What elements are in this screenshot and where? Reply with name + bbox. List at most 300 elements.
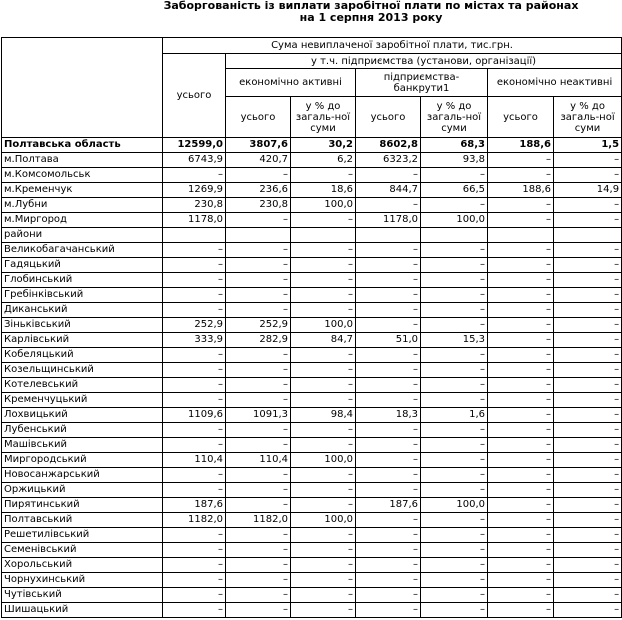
title-line-1: Заборгованість із виплати заробітної плати по містах та районах	[163, 0, 579, 12]
cell-value: –	[554, 258, 622, 273]
cell-value: –	[291, 423, 356, 438]
cell-value: –	[163, 603, 226, 618]
cell-value: –	[421, 573, 488, 588]
cell-value: –	[488, 408, 554, 423]
cell-value: 100,0	[421, 213, 488, 228]
row-name: Лубенський	[2, 423, 163, 438]
cell-value: –	[554, 213, 622, 228]
cell-value: –	[291, 213, 356, 228]
row-name: Гадяцький	[2, 258, 163, 273]
cell-value: –	[356, 273, 421, 288]
row-name: Глобинський	[2, 273, 163, 288]
cell-value: 8602,8	[356, 138, 421, 153]
cell-value: –	[488, 588, 554, 603]
cell-value: 420,7	[226, 153, 291, 168]
cell-value: –	[488, 153, 554, 168]
cell-value: 1182,0	[226, 513, 291, 528]
header-including: у т.ч. підприємства (установи, організації)	[226, 54, 622, 69]
cell-value: 100,0	[291, 453, 356, 468]
row-name: Лохвицький	[2, 408, 163, 423]
cell-value: –	[226, 288, 291, 303]
cell-value: –	[291, 273, 356, 288]
cell-value: –	[488, 573, 554, 588]
row-name: Пирятинський	[2, 498, 163, 513]
cell-value: 282,9	[226, 333, 291, 348]
header-active-pct: у % до загаль-ної суми	[291, 97, 356, 138]
cell-value: –	[421, 393, 488, 408]
row-name: Миргородський	[2, 453, 163, 468]
cell-value: –	[226, 573, 291, 588]
cell-value: –	[421, 558, 488, 573]
row-name: Семенівський	[2, 543, 163, 558]
cell-value: –	[226, 243, 291, 258]
cell-value: –	[226, 213, 291, 228]
cell-value: 1269,9	[163, 183, 226, 198]
cell-value: –	[226, 273, 291, 288]
table-row	[2, 513, 622, 528]
cell-value: –	[291, 498, 356, 513]
header-inactive: економічно неактивні	[488, 69, 622, 97]
cell-value: –	[356, 168, 421, 183]
cell-value: –	[488, 198, 554, 213]
cell-value: –	[488, 258, 554, 273]
header-inactive-pct: у % до загаль-ної суми	[554, 97, 622, 138]
table-row	[2, 168, 622, 183]
cell-value: –	[163, 363, 226, 378]
cell-value: –	[554, 573, 622, 588]
table-row	[2, 558, 622, 573]
cell-value: 230,8	[163, 198, 226, 213]
row-name: Чорнухинський	[2, 573, 163, 588]
cell-value: –	[488, 603, 554, 618]
cell-value: –	[421, 168, 488, 183]
cell-value: 100,0	[291, 318, 356, 333]
cell-value: 187,6	[356, 498, 421, 513]
header-main: Сума невиплаченої заробітної плати, тис.грн.	[163, 38, 622, 54]
cell-value: –	[488, 303, 554, 318]
header-active: економічно активні	[226, 69, 356, 97]
row-name: Полтавський	[2, 513, 163, 528]
cell-value: –	[356, 348, 421, 363]
page-title	[0, 0, 622, 24]
cell-value: –	[421, 303, 488, 318]
cell-value: –	[291, 528, 356, 543]
cell-value: –	[421, 483, 488, 498]
cell-value: –	[488, 378, 554, 393]
row-name: м.Миргород	[2, 213, 163, 228]
row-name: м.Комсомольськ	[2, 168, 163, 183]
cell-value: –	[291, 573, 356, 588]
cell-value: 844,7	[356, 183, 421, 198]
cell-value: –	[421, 273, 488, 288]
cell-value: –	[291, 303, 356, 318]
cell-value: –	[488, 318, 554, 333]
cell-value: –	[163, 258, 226, 273]
table-row	[2, 408, 622, 423]
cell-value: 1,5	[554, 138, 622, 153]
row-name: Оржицький	[2, 483, 163, 498]
cell-value: –	[356, 378, 421, 393]
cell-value: 12599,0	[163, 138, 226, 153]
cell-value: –	[226, 483, 291, 498]
cell-value: 14,9	[554, 183, 622, 198]
table-row	[2, 453, 622, 468]
cell-value: –	[488, 528, 554, 543]
cell-value: –	[554, 513, 622, 528]
cell-value: –	[226, 543, 291, 558]
cell-value: –	[291, 558, 356, 573]
cell-value: 30,2	[291, 138, 356, 153]
cell-value: 252,9	[163, 318, 226, 333]
cell-value: –	[226, 303, 291, 318]
cell-value: –	[488, 168, 554, 183]
table-row	[2, 243, 622, 258]
cell-value: –	[554, 168, 622, 183]
cell-value: –	[488, 348, 554, 363]
table-row	[2, 393, 622, 408]
table-row	[2, 213, 622, 228]
cell-value: –	[291, 543, 356, 558]
cell-value: –	[554, 498, 622, 513]
cell-value: –	[356, 363, 421, 378]
cell-value: 15,3	[421, 333, 488, 348]
cell-value: –	[356, 528, 421, 543]
cell-value: –	[421, 528, 488, 543]
cell-value: –	[356, 438, 421, 453]
cell-value: –	[291, 603, 356, 618]
cell-value: –	[163, 243, 226, 258]
cell-value: –	[554, 303, 622, 318]
table-row	[2, 603, 622, 618]
cell-value: –	[421, 543, 488, 558]
cell-value: –	[421, 363, 488, 378]
row-name: Шишацький	[2, 603, 163, 618]
cell-value: 252,9	[226, 318, 291, 333]
cell-value: 110,4	[226, 453, 291, 468]
cell-value: –	[291, 288, 356, 303]
cell-value: –	[291, 438, 356, 453]
cell-value: –	[554, 483, 622, 498]
table-row	[2, 318, 622, 333]
cell-value: 98,4	[291, 408, 356, 423]
table-row	[2, 258, 622, 273]
table-row	[2, 153, 622, 168]
cell-value: 1109,6	[163, 408, 226, 423]
cell-value: –	[554, 153, 622, 168]
cell-value: –	[554, 408, 622, 423]
cell-value: –	[163, 588, 226, 603]
cell-value: –	[226, 588, 291, 603]
cell-value: –	[488, 333, 554, 348]
table-row	[2, 378, 622, 393]
cell-value: –	[163, 273, 226, 288]
table-row	[2, 303, 622, 318]
cell-value: 6323,2	[356, 153, 421, 168]
table-row	[2, 273, 622, 288]
cell-value: 188,6	[488, 183, 554, 198]
header-active-total: усього	[226, 97, 291, 138]
cell-value: 100,0	[421, 498, 488, 513]
table-row	[2, 498, 622, 513]
cell-value: –	[488, 423, 554, 438]
cell-value: –	[554, 543, 622, 558]
table-row	[2, 468, 622, 483]
table-row	[2, 363, 622, 378]
title-line-2: на 1 серпня 2013 року	[299, 11, 443, 24]
cell-value: –	[488, 273, 554, 288]
cell-value: –	[356, 318, 421, 333]
cell-value: –	[421, 588, 488, 603]
cell-value: –	[356, 588, 421, 603]
cell-value: –	[554, 318, 622, 333]
cell-value: –	[554, 363, 622, 378]
cell-value: –	[226, 498, 291, 513]
cell-value: –	[356, 573, 421, 588]
row-name: м.Лубни	[2, 198, 163, 213]
cell-value: –	[421, 468, 488, 483]
cell-value: –	[163, 438, 226, 453]
row-name: Полтавська область	[2, 138, 163, 153]
cell-value: –	[291, 243, 356, 258]
table-row	[2, 423, 622, 438]
cell-value: 1178,0	[163, 213, 226, 228]
cell-value: –	[488, 468, 554, 483]
cell-value	[421, 228, 488, 243]
row-name: Хорольський	[2, 558, 163, 573]
cell-value: –	[554, 453, 622, 468]
cell-value: 66,5	[421, 183, 488, 198]
table-row	[2, 483, 622, 498]
row-name: м.Кременчук	[2, 183, 163, 198]
cell-value: –	[356, 603, 421, 618]
cell-value: –	[488, 513, 554, 528]
header-inactive-total: усього	[488, 97, 554, 138]
cell-value: –	[488, 438, 554, 453]
cell-value: –	[488, 453, 554, 468]
row-name: Кременчуцький	[2, 393, 163, 408]
cell-value: 230,8	[226, 198, 291, 213]
cell-value: –	[356, 558, 421, 573]
cell-value: –	[163, 168, 226, 183]
cell-value: –	[488, 288, 554, 303]
cell-value: 84,7	[291, 333, 356, 348]
cell-value: 18,6	[291, 183, 356, 198]
cell-value: –	[226, 438, 291, 453]
cell-value: –	[554, 588, 622, 603]
cell-value: –	[291, 168, 356, 183]
cell-value: –	[554, 243, 622, 258]
cell-value: 1178,0	[356, 213, 421, 228]
cell-value: –	[356, 258, 421, 273]
cell-value: –	[554, 198, 622, 213]
row-name: райони	[2, 228, 163, 243]
cell-value: –	[291, 393, 356, 408]
cell-value: –	[163, 528, 226, 543]
cell-value: –	[356, 243, 421, 258]
cell-value: 236,6	[226, 183, 291, 198]
cell-value: –	[554, 288, 622, 303]
cell-value	[163, 228, 226, 243]
cell-value: –	[554, 393, 622, 408]
cell-value: –	[356, 198, 421, 213]
cell-value: –	[554, 468, 622, 483]
cell-value: –	[356, 393, 421, 408]
table-row	[2, 333, 622, 348]
table-row	[2, 198, 622, 213]
cell-value: –	[554, 558, 622, 573]
table-row	[2, 438, 622, 453]
cell-value: –	[488, 363, 554, 378]
cell-value: –	[356, 543, 421, 558]
cell-value	[226, 228, 291, 243]
table-row	[2, 588, 622, 603]
cell-value: –	[488, 213, 554, 228]
cell-value: –	[356, 303, 421, 318]
cell-value: 187,6	[163, 498, 226, 513]
header-bankrupt-pct: у % до загаль-ної суми	[421, 97, 488, 138]
cell-value: –	[291, 588, 356, 603]
cell-value: –	[226, 378, 291, 393]
cell-value: –	[291, 363, 356, 378]
table-row	[2, 138, 622, 153]
cell-value	[291, 228, 356, 243]
cell-value: –	[421, 378, 488, 393]
wage-arrears-table	[1, 37, 622, 618]
cell-value	[488, 228, 554, 243]
cell-value: –	[226, 468, 291, 483]
cell-value: –	[356, 288, 421, 303]
cell-value: –	[163, 543, 226, 558]
cell-value: 68,3	[421, 138, 488, 153]
cell-value: –	[488, 558, 554, 573]
cell-value: –	[421, 423, 488, 438]
cell-value: –	[163, 288, 226, 303]
cell-value: –	[226, 528, 291, 543]
cell-value: –	[226, 558, 291, 573]
cell-value: –	[163, 483, 226, 498]
row-name: Великобагачанський	[2, 243, 163, 258]
cell-value: 6,2	[291, 153, 356, 168]
header-bankrupt: підприємства-банкрути1	[356, 69, 488, 97]
cell-value: –	[421, 258, 488, 273]
cell-value: –	[421, 348, 488, 363]
cell-value: 51,0	[356, 333, 421, 348]
row-name: Диканський	[2, 303, 163, 318]
cell-value: –	[163, 558, 226, 573]
cell-value: 188,6	[488, 138, 554, 153]
cell-value: –	[226, 258, 291, 273]
cell-value: –	[554, 438, 622, 453]
table-row	[2, 348, 622, 363]
cell-value: 1182,0	[163, 513, 226, 528]
row-name: м.Полтава	[2, 153, 163, 168]
header-total: усього	[163, 54, 226, 138]
cell-value: –	[421, 318, 488, 333]
cell-value: 3807,6	[226, 138, 291, 153]
table-row	[2, 573, 622, 588]
cell-value: –	[226, 603, 291, 618]
cell-value: –	[554, 528, 622, 543]
cell-value: –	[163, 393, 226, 408]
cell-value: –	[488, 243, 554, 258]
cell-value: –	[226, 348, 291, 363]
cell-value: 93,8	[421, 153, 488, 168]
row-name: Козельщинський	[2, 363, 163, 378]
cell-value: –	[488, 393, 554, 408]
row-name: Зіньківський	[2, 318, 163, 333]
cell-value: –	[488, 543, 554, 558]
cell-value: –	[163, 378, 226, 393]
cell-value: –	[163, 303, 226, 318]
cell-value: –	[554, 273, 622, 288]
cell-value: –	[554, 603, 622, 618]
cell-value: –	[356, 453, 421, 468]
header-corner	[2, 38, 163, 138]
cell-value: –	[421, 603, 488, 618]
cell-value: 1091,3	[226, 408, 291, 423]
cell-value: –	[291, 483, 356, 498]
cell-value: –	[226, 363, 291, 378]
cell-value: –	[421, 513, 488, 528]
cell-value: –	[421, 243, 488, 258]
cell-value: –	[291, 258, 356, 273]
cell-value: 100,0	[291, 513, 356, 528]
cell-value: 100,0	[291, 198, 356, 213]
row-name: Решетилівський	[2, 528, 163, 543]
cell-value: –	[163, 468, 226, 483]
cell-value: –	[356, 468, 421, 483]
cell-value: –	[163, 573, 226, 588]
cell-value: –	[421, 198, 488, 213]
header-bankrupt-total: усього	[356, 97, 421, 138]
cell-value: –	[356, 513, 421, 528]
cell-value: 6743,9	[163, 153, 226, 168]
table-row	[2, 183, 622, 198]
cell-value: –	[421, 453, 488, 468]
cell-value: 1,6	[421, 408, 488, 423]
table-row	[2, 228, 622, 243]
cell-value	[554, 228, 622, 243]
cell-value: –	[291, 348, 356, 363]
cell-value: –	[488, 483, 554, 498]
cell-value: –	[554, 378, 622, 393]
cell-value	[356, 228, 421, 243]
cell-value: 18,3	[356, 408, 421, 423]
cell-value: –	[226, 423, 291, 438]
row-name: Гребінківський	[2, 288, 163, 303]
table-row	[2, 288, 622, 303]
cell-value: –	[421, 288, 488, 303]
cell-value: –	[554, 348, 622, 363]
table-row	[2, 528, 622, 543]
cell-value: –	[226, 393, 291, 408]
cell-value: 333,9	[163, 333, 226, 348]
cell-value: –	[226, 168, 291, 183]
row-name: Карлівський	[2, 333, 163, 348]
cell-value: –	[421, 438, 488, 453]
table-row	[2, 543, 622, 558]
row-name: Чутівський	[2, 588, 163, 603]
row-name: Новосанжарський	[2, 468, 163, 483]
cell-value: –	[554, 423, 622, 438]
cell-value: –	[163, 348, 226, 363]
cell-value: –	[163, 423, 226, 438]
cell-value: –	[356, 423, 421, 438]
cell-value: –	[291, 378, 356, 393]
row-name: Кобеляцький	[2, 348, 163, 363]
cell-value: –	[356, 483, 421, 498]
cell-value: –	[554, 333, 622, 348]
